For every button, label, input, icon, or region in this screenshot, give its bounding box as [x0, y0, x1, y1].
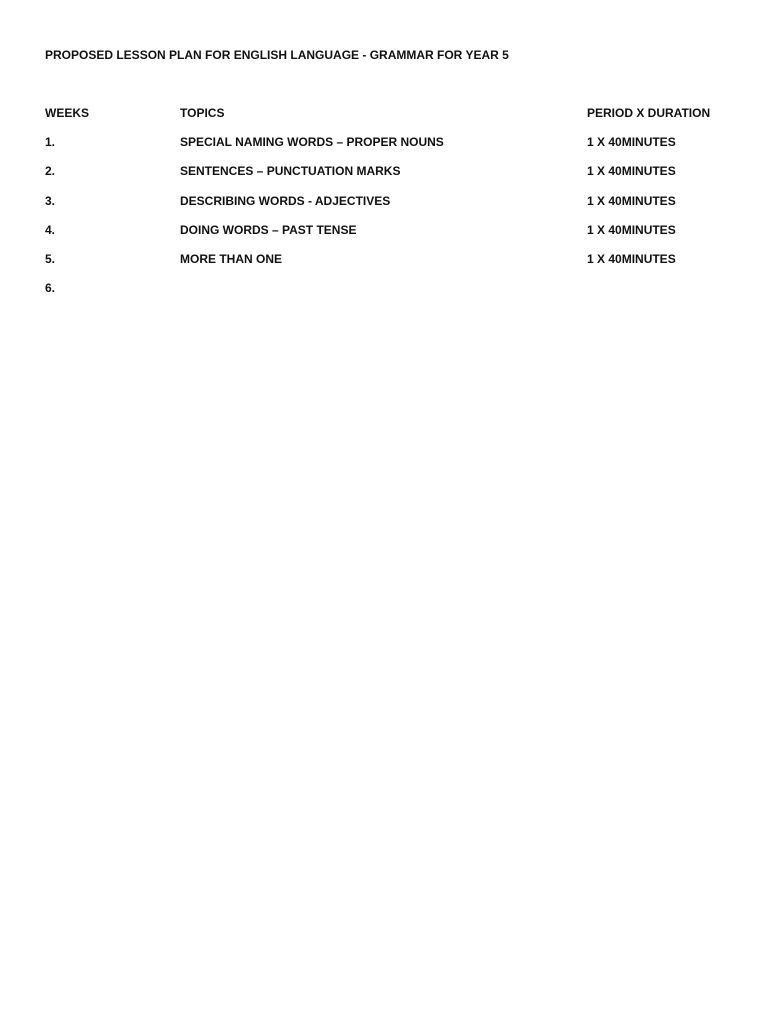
table-row [45, 222, 735, 251]
lesson-plan-table [45, 105, 735, 309]
week-number: 2. [45, 164, 56, 179]
period-duration: 1 X 40MINUTES [587, 222, 676, 237]
header-weeks: WEEKS [45, 106, 90, 120]
table-row [45, 280, 735, 309]
table-row [45, 251, 735, 280]
header-period-duration: PERIOD X DURATION [587, 106, 711, 120]
topic: SENTENCES – PUNCTUATION MARKS [180, 164, 401, 179]
period-duration: 1 X 40MINUTES [587, 135, 676, 150]
table-row [45, 134, 735, 163]
week-number: 4. [45, 222, 56, 237]
period-duration: 1 X 40MINUTES [587, 251, 676, 266]
topic: DESCRIBING WORDS - ADJECTIVES [180, 193, 391, 208]
week-number: 5. [45, 251, 56, 266]
topic: DOING WORDS – PAST TENSE [180, 222, 357, 237]
table-header-row [45, 105, 735, 134]
week-number: 6. [45, 281, 56, 296]
topic: SPECIAL NAMING WORDS – PROPER NOUNS [180, 135, 444, 150]
topic: MORE THAN ONE [180, 251, 282, 266]
period-duration: 1 X 40MINUTES [587, 164, 676, 179]
table-row [45, 193, 735, 222]
week-number: 1. [45, 135, 56, 150]
document-title: PROPOSED LESSON PLAN FOR ENGLISH LANGUAGE - GRAMMAR FOR YEAR 5 [45, 48, 509, 62]
table-row [45, 163, 735, 192]
week-number: 3. [45, 193, 56, 208]
header-topics: TOPICS [180, 106, 225, 120]
period-duration: 1 X 40MINUTES [587, 193, 676, 208]
